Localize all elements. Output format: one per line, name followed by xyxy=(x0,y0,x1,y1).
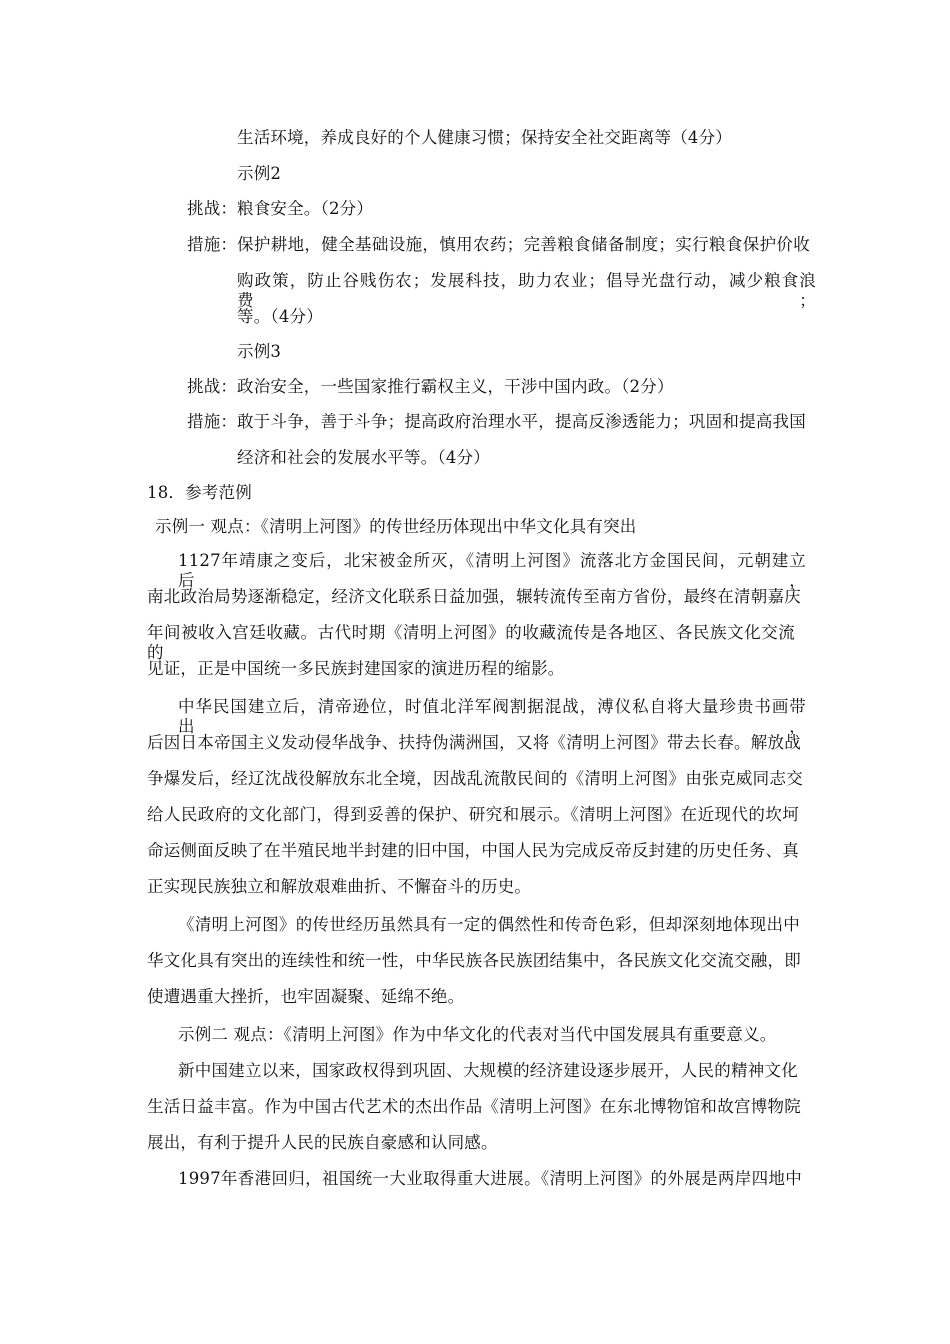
paragraph-line: 中华民国建立后，清帝逊位，时值北洋军阀割据混战，溥仪私自将大量珍贵书画带出， xyxy=(178,697,806,736)
paragraph-line: 1997年香港回归，祖国统一大业取得重大进展。《清明上河图》的外展是两岸四地中 xyxy=(178,1169,802,1188)
paragraph-line: 生活日益丰富。作为中国古代艺术的杰出作品《清明上河图》在东北博物馆和故宫博物院 xyxy=(147,1097,801,1116)
paragraph-line: 1127年靖康之变后，北宋被金所灭，《清明上河图》流落北方金国民间，元朝建立后， xyxy=(178,551,806,590)
paragraph-line: 年间被收入宫廷收藏。古代时期《清明上河图》的收藏流传是各地区、各民族文化交流的 xyxy=(147,623,795,662)
challenge-text: 粮食安全。（2分） xyxy=(237,199,374,218)
measure-line: 保护耕地，健全基础设施，慎用农药；完善粮食储备制度；实行粮食保护价收 xyxy=(237,235,810,254)
paragraph-line: 华文化具有突出的连续性和统一性，中华民族各民族团结集中，各民族文化交流交融，即 xyxy=(147,951,801,970)
paragraph-line: 见证，正是中国统一多民族封建国家的演进历程的缩影。 xyxy=(147,659,565,678)
q17-line-1: 生活环境，养成良好的个人健康习惯；保持安全社交距离等（4分） xyxy=(237,128,732,147)
example-3-label: 示例3 xyxy=(237,342,282,361)
paragraph-line: 南北政治局势逐渐稳定，经济文化联系日益加强，辗转流传至南方省份，最终在清朝嘉庆 xyxy=(147,587,801,606)
paragraph-line: 新中国建立以来，国家政权得到巩固、大规模的经济建设逐步展开，人民的精神文化 xyxy=(178,1061,798,1080)
measure-line: 等。（4分） xyxy=(237,307,323,326)
paragraph-line: 使遭遇重大挫折，也牢固凝聚、延绵不绝。 xyxy=(147,987,465,1006)
measure-label: 措施： xyxy=(187,412,238,431)
paragraph-line: 给人民政府的文化部门，得到妥善的保护、研究和展示。《清明上河图》在近现代的坎坷 xyxy=(147,805,799,824)
challenge-label: 挑战： xyxy=(187,199,238,218)
paragraph-line: 正实现民族独立和解放艰难曲折、不懈奋斗的历史。 xyxy=(147,877,532,896)
challenge-text: 政治安全，一些国家推行霸权主义，干涉中国内政。（2分） xyxy=(237,377,674,396)
example-2-label: 示例2 xyxy=(237,164,282,183)
measure-label: 措施： xyxy=(187,235,238,254)
measure-line: 经济和社会的发展水平等。（4分） xyxy=(237,448,490,467)
example-1-title: 示例一 观点：《清明上河图》的传世经历体现出中华文化具有突出 xyxy=(155,517,637,536)
paragraph-line: 争爆发后，经辽沈战役解放东北全境，因战乱流散民间的《清明上河图》由张克威同志交 xyxy=(147,769,803,788)
paragraph-line: 后因日本帝国主义发动侵华战争、扶持伪满洲国，又将《清明上河图》带去长春。解放战 xyxy=(147,733,801,752)
paragraph-line: 展出，有利于提升人民的民族自豪感和认同感。 xyxy=(147,1133,498,1152)
paragraph-line: 命运侧面反映了在半殖民地半封建的旧中国，中国人民为完成反帝反封建的历史任务、真 xyxy=(147,841,799,860)
challenge-label: 挑战： xyxy=(187,377,238,396)
measure-line: 敢于斗争，善于斗争；提高政府治理水平，提高反渗透能力；巩固和提高我国 xyxy=(237,412,806,431)
example-2-title: 示例二 观点：《清明上河图》作为中华文化的代表对当代中国发展具有重要意义。 xyxy=(178,1025,777,1044)
q18-heading: 18．参考范例 xyxy=(147,483,252,502)
paragraph-line: 《清明上河图》的传世经历虽然具有一定的偶然性和传奇色彩，但却深刻地体现出中 xyxy=(178,915,800,934)
measure-line: 购政策，防止谷贱伤农；发展科技，助力农业；倡导光盘行动，减少粮食浪费； xyxy=(237,271,816,310)
